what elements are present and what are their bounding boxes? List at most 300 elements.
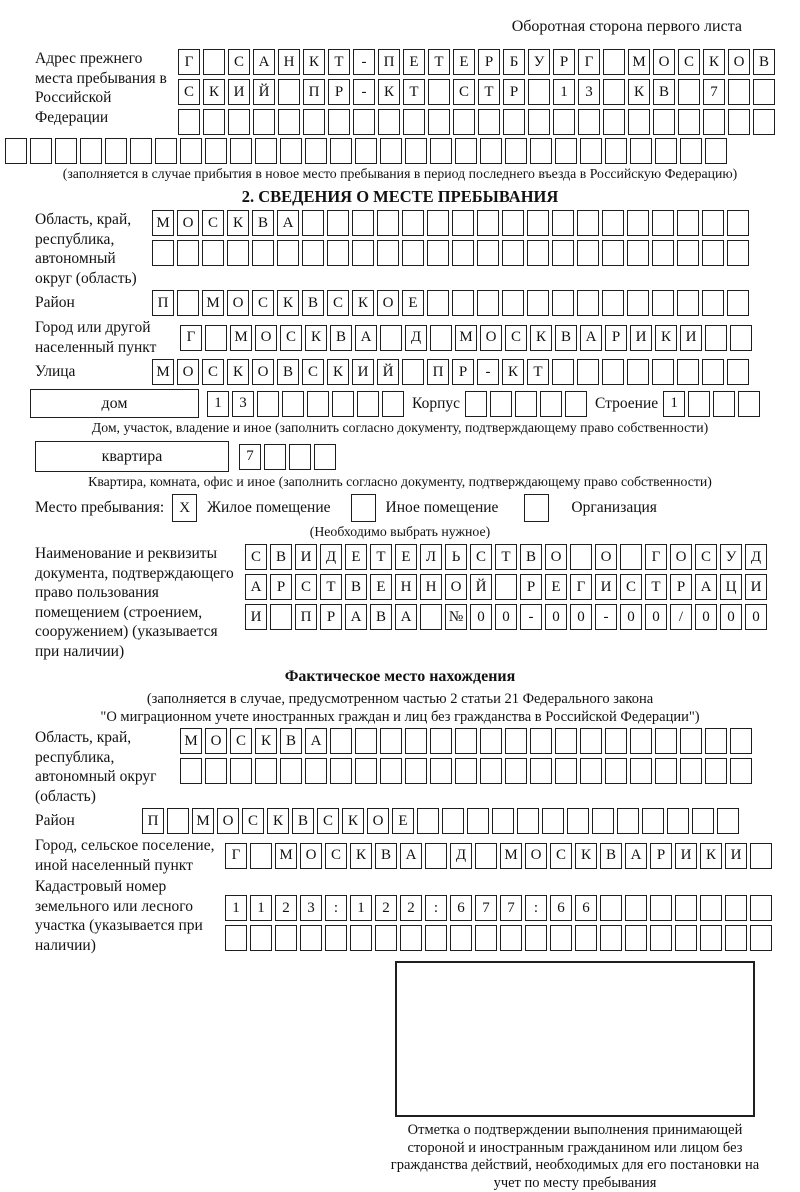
char-cell: М — [275, 843, 297, 869]
char-cell: П — [378, 49, 400, 75]
actual-region-row-1 — [180, 728, 752, 754]
char-cell: М — [192, 808, 214, 834]
char-cell: А — [277, 210, 299, 236]
char-cell: К — [655, 325, 677, 351]
char-cell: К — [305, 325, 327, 351]
char-cell: К — [277, 290, 299, 316]
char-cell — [680, 728, 702, 754]
char-cell — [700, 895, 722, 921]
char-cell — [703, 109, 725, 135]
char-cell — [578, 109, 600, 135]
char-cell: С — [252, 290, 274, 316]
char-cell — [580, 758, 602, 784]
char-cell: Г — [178, 49, 200, 75]
char-cell — [252, 240, 274, 266]
region-block — [35, 210, 800, 288]
char-cell: 1 — [553, 79, 575, 105]
char-cell — [328, 109, 350, 135]
char-cell: К — [628, 79, 650, 105]
char-cell: 6 — [450, 895, 472, 921]
street-label: Улица — [35, 363, 76, 381]
char-cell: Ц — [720, 574, 742, 600]
char-cell — [257, 391, 279, 417]
char-cell — [152, 240, 174, 266]
char-cell — [280, 138, 302, 164]
char-cell — [177, 240, 199, 266]
char-cell — [30, 138, 52, 164]
actual-district-block — [35, 808, 800, 834]
char-cell: Т — [495, 544, 517, 570]
cadastre-row-2 — [225, 925, 772, 951]
apartment-block — [35, 441, 800, 472]
char-cell — [728, 79, 750, 105]
char-cell — [650, 925, 672, 951]
prev-address-row-3 — [178, 109, 775, 135]
char-cell: Д — [745, 544, 767, 570]
char-cell: Г — [225, 843, 247, 869]
char-cell — [630, 138, 652, 164]
char-cell: - — [353, 49, 375, 75]
char-cell — [307, 391, 329, 417]
char-cell — [750, 895, 772, 921]
char-cell — [677, 290, 699, 316]
char-cell — [282, 391, 304, 417]
char-cell: Й — [377, 359, 399, 385]
char-cell: А — [305, 728, 327, 754]
char-cell: 1 — [250, 895, 272, 921]
char-cell: В — [753, 49, 775, 75]
char-cell: О — [252, 359, 274, 385]
char-cell — [492, 808, 514, 834]
char-cell — [552, 210, 574, 236]
char-cell: В — [375, 843, 397, 869]
char-cell: М — [455, 325, 477, 351]
char-cell — [505, 138, 527, 164]
char-cell: 2 — [275, 895, 297, 921]
char-cell: 6 — [575, 895, 597, 921]
char-cell: 1 — [663, 391, 685, 417]
char-cell: Л — [420, 544, 442, 570]
char-cell — [625, 895, 647, 921]
char-cell: : — [425, 895, 447, 921]
char-cell: М — [180, 728, 202, 754]
char-cell — [605, 758, 627, 784]
char-cell: Р — [478, 49, 500, 75]
char-cell: О — [177, 210, 199, 236]
char-cell — [602, 290, 624, 316]
char-cell — [502, 240, 524, 266]
char-cell: С — [280, 325, 302, 351]
char-cell — [442, 808, 464, 834]
char-cell: Г — [570, 574, 592, 600]
char-cell: К — [352, 290, 374, 316]
char-cell — [417, 808, 439, 834]
char-cell — [678, 79, 700, 105]
char-cell: П — [152, 290, 174, 316]
char-cell — [430, 325, 452, 351]
char-cell: В — [302, 290, 324, 316]
char-cell — [480, 758, 502, 784]
page-side-note: Оборотная сторона первого листа — [511, 18, 742, 35]
char-cell: М — [202, 290, 224, 316]
char-cell — [350, 925, 372, 951]
stay-option-other-checkbox — [351, 494, 376, 522]
char-cell: Е — [402, 290, 424, 316]
char-cell: О — [227, 290, 249, 316]
char-cell — [555, 758, 577, 784]
char-cell — [617, 808, 639, 834]
char-cell: 0 — [495, 604, 517, 630]
char-cell — [705, 728, 727, 754]
stay-option-organization-label: Организация — [571, 499, 657, 516]
document-rows — [245, 544, 767, 630]
char-cell: Е — [392, 808, 414, 834]
char-cell: 7 — [475, 895, 497, 921]
char-cell: К — [575, 843, 597, 869]
char-cell — [515, 391, 537, 417]
char-cell — [467, 808, 489, 834]
char-cell: Т — [428, 49, 450, 75]
document-block — [35, 544, 800, 661]
char-cell: С — [550, 843, 572, 869]
char-cell — [5, 138, 27, 164]
char-cell — [305, 138, 327, 164]
char-cell — [430, 138, 452, 164]
char-cell: И — [352, 359, 374, 385]
section2-title: 2. СВЕДЕНИЯ О МЕСТЕ ПРЕБЫВАНИЯ — [241, 187, 559, 206]
char-cell — [255, 138, 277, 164]
char-cell — [675, 895, 697, 921]
char-cell: К — [350, 843, 372, 869]
char-cell — [577, 359, 599, 385]
char-cell — [527, 290, 549, 316]
char-cell: С — [453, 79, 475, 105]
char-cell — [380, 138, 402, 164]
char-cell: Ь — [445, 544, 467, 570]
char-cell: Г — [180, 325, 202, 351]
char-cell — [255, 758, 277, 784]
char-cell — [592, 808, 614, 834]
char-cell: К — [530, 325, 552, 351]
char-cell — [577, 290, 599, 316]
char-cell — [602, 210, 624, 236]
prev-address-block — [35, 49, 800, 135]
char-cell: О — [728, 49, 750, 75]
char-cell — [275, 925, 297, 951]
char-cell — [327, 210, 349, 236]
char-cell: С — [620, 574, 642, 600]
char-cell: А — [695, 574, 717, 600]
actual-region-label: Область, край, республика, автономный округ (область) — [35, 729, 157, 805]
char-cell: О — [653, 49, 675, 75]
char-cell: 1 — [225, 895, 247, 921]
prev-address-row-2 — [178, 79, 775, 105]
char-cell: К — [378, 79, 400, 105]
char-cell: С — [228, 49, 250, 75]
char-cell — [480, 138, 502, 164]
char-cell — [80, 138, 102, 164]
apartment-type-box: квартира — [35, 441, 229, 472]
char-cell: Н — [420, 574, 442, 600]
char-cell: 1 — [207, 391, 229, 417]
char-cell — [713, 391, 735, 417]
char-cell — [300, 925, 322, 951]
stay-option-residential-checkbox: X — [172, 494, 197, 522]
char-cell — [675, 925, 697, 951]
char-cell: С — [505, 325, 527, 351]
char-cell: П — [303, 79, 325, 105]
apartment-note: Квартира, комната, офис и иное (заполнить согласно документу, подтверждающему право собственности) — [88, 474, 712, 489]
char-cell — [702, 290, 724, 316]
actual-city-row — [225, 843, 772, 869]
char-cell — [600, 895, 622, 921]
prev-address-note: (заполняется в случае прибытия в новое место пребывания в период последнего въезда в Российскую Федерацию) — [62, 166, 738, 181]
char-cell: М — [230, 325, 252, 351]
char-cell: К — [267, 808, 289, 834]
char-cell — [530, 138, 552, 164]
house-note: Дом, участок, владение и иное (заполнить согласно документу, подтверждающему право собственности) — [91, 420, 709, 435]
char-cell: Р — [553, 49, 575, 75]
char-cell — [730, 728, 752, 754]
char-cell — [655, 758, 677, 784]
street-row — [152, 359, 749, 385]
char-cell — [575, 925, 597, 951]
char-cell — [378, 109, 400, 135]
char-cell — [717, 808, 739, 834]
char-cell — [302, 240, 324, 266]
char-cell: В — [520, 544, 542, 570]
char-cell: 2 — [400, 895, 422, 921]
stay-option-other-label: Иное помещение — [385, 499, 499, 516]
region-rows — [152, 210, 749, 266]
char-cell: С — [470, 544, 492, 570]
char-cell — [642, 808, 664, 834]
char-cell — [278, 109, 300, 135]
char-cell: О — [480, 325, 502, 351]
char-cell: В — [600, 843, 622, 869]
char-cell: 0 — [695, 604, 717, 630]
char-cell: С — [202, 210, 224, 236]
char-cell — [605, 138, 627, 164]
char-cell — [495, 574, 517, 600]
char-cell: Р — [605, 325, 627, 351]
char-cell: : — [325, 895, 347, 921]
char-cell: 0 — [720, 604, 742, 630]
char-cell — [502, 210, 524, 236]
char-cell — [490, 391, 512, 417]
char-cell: В — [280, 728, 302, 754]
char-cell — [402, 240, 424, 266]
char-cell — [570, 544, 592, 570]
actual-location-title: Фактическое место нахождения — [284, 668, 516, 685]
char-cell — [627, 210, 649, 236]
char-cell — [652, 359, 674, 385]
char-cell: В — [277, 359, 299, 385]
char-cell: А — [400, 843, 422, 869]
char-cell — [600, 925, 622, 951]
apartment-number-row — [239, 444, 336, 470]
char-cell: Р — [320, 604, 342, 630]
document-row-2 — [245, 574, 767, 600]
char-cell: А — [345, 604, 367, 630]
char-cell: 2 — [375, 895, 397, 921]
char-cell — [450, 925, 472, 951]
char-cell — [667, 808, 689, 834]
char-cell — [630, 728, 652, 754]
char-cell — [455, 758, 477, 784]
house-type-box: дом — [30, 389, 199, 418]
char-cell — [525, 925, 547, 951]
char-cell — [430, 728, 452, 754]
char-cell: 6 — [550, 895, 572, 921]
char-cell — [700, 925, 722, 951]
char-cell — [477, 240, 499, 266]
char-cell — [325, 925, 347, 951]
char-cell — [620, 544, 642, 570]
char-cell: М — [628, 49, 650, 75]
char-cell — [280, 758, 302, 784]
char-cell — [167, 808, 189, 834]
char-cell — [55, 138, 77, 164]
char-cell: Р — [452, 359, 474, 385]
char-cell: К — [203, 79, 225, 105]
stroenie-row — [663, 391, 760, 417]
char-cell: А — [625, 843, 647, 869]
char-cell — [277, 240, 299, 266]
char-cell — [652, 290, 674, 316]
char-cell — [330, 138, 352, 164]
char-cell — [427, 210, 449, 236]
char-cell — [178, 109, 200, 135]
char-cell — [377, 240, 399, 266]
char-cell — [355, 758, 377, 784]
char-cell — [405, 138, 427, 164]
char-cell — [552, 290, 574, 316]
city-block — [35, 318, 800, 357]
char-cell: В — [270, 544, 292, 570]
char-cell — [680, 138, 702, 164]
char-cell — [627, 359, 649, 385]
char-cell: С — [302, 359, 324, 385]
char-cell — [250, 925, 272, 951]
char-cell: / — [670, 604, 692, 630]
char-cell: Д — [450, 843, 472, 869]
char-cell — [727, 290, 749, 316]
actual-region-block — [35, 728, 800, 806]
char-cell: Т — [645, 574, 667, 600]
char-cell — [542, 808, 564, 834]
char-cell — [630, 758, 652, 784]
char-cell — [205, 138, 227, 164]
char-cell — [380, 758, 402, 784]
char-cell — [314, 444, 336, 470]
char-cell — [677, 359, 699, 385]
char-cell: Д — [320, 544, 342, 570]
document-row-3 — [245, 604, 767, 630]
char-cell: 7 — [703, 79, 725, 105]
char-cell: О — [177, 359, 199, 385]
char-cell: О — [525, 843, 547, 869]
char-cell: 1 — [350, 895, 372, 921]
char-cell: О — [217, 808, 239, 834]
char-cell: П — [295, 604, 317, 630]
char-cell: О — [545, 544, 567, 570]
char-cell — [405, 728, 427, 754]
char-cell — [452, 240, 474, 266]
char-cell — [332, 391, 354, 417]
char-cell — [702, 240, 724, 266]
char-cell — [455, 728, 477, 754]
char-cell — [505, 728, 527, 754]
char-cell: И — [595, 574, 617, 600]
char-cell: У — [528, 49, 550, 75]
char-cell: Н — [395, 574, 417, 600]
char-cell: 0 — [470, 604, 492, 630]
char-cell: - — [477, 359, 499, 385]
char-cell — [625, 925, 647, 951]
char-cell — [677, 210, 699, 236]
char-cell — [380, 728, 402, 754]
char-cell: И — [675, 843, 697, 869]
char-cell — [603, 49, 625, 75]
document-row-1 — [245, 544, 767, 570]
char-cell: С — [295, 574, 317, 600]
stamp-note: Отметка о подтверждении выполнения принимающей стороной и иностранным гражданином или лицом без гражданства действий, необходимых для его постановки на учет по месту пребывания — [390, 1122, 760, 1191]
char-cell — [517, 808, 539, 834]
char-cell: В — [292, 808, 314, 834]
char-cell: И — [745, 574, 767, 600]
char-cell — [375, 925, 397, 951]
char-cell — [327, 240, 349, 266]
char-cell: О — [300, 843, 322, 869]
char-cell: 0 — [570, 604, 592, 630]
char-cell — [505, 758, 527, 784]
char-cell: В — [555, 325, 577, 351]
actual-city-label: Город, сельское поселение, иной населенный пункт — [35, 837, 215, 874]
char-cell — [250, 843, 272, 869]
region-label: Область, край, республика, автономный округ (область) — [35, 211, 137, 287]
char-cell — [677, 240, 699, 266]
house-number-row — [207, 391, 404, 417]
char-cell — [655, 728, 677, 754]
char-cell: В — [653, 79, 675, 105]
char-cell: И — [680, 325, 702, 351]
char-cell — [305, 758, 327, 784]
char-cell — [727, 240, 749, 266]
char-cell — [527, 240, 549, 266]
char-cell: К — [227, 359, 249, 385]
char-cell — [270, 604, 292, 630]
char-cell — [725, 925, 747, 951]
char-cell: Н — [278, 49, 300, 75]
char-cell: В — [370, 604, 392, 630]
char-cell: С — [178, 79, 200, 105]
char-cell: Р — [650, 843, 672, 869]
char-cell — [680, 758, 702, 784]
char-cell — [475, 843, 497, 869]
prev-address-rows — [178, 49, 775, 135]
char-cell — [602, 359, 624, 385]
char-cell — [565, 391, 587, 417]
char-cell — [730, 758, 752, 784]
char-cell — [452, 290, 474, 316]
char-cell — [540, 391, 562, 417]
char-cell — [725, 895, 747, 921]
char-cell: С — [678, 49, 700, 75]
char-cell: - — [520, 604, 542, 630]
char-cell — [278, 79, 300, 105]
char-cell — [528, 79, 550, 105]
